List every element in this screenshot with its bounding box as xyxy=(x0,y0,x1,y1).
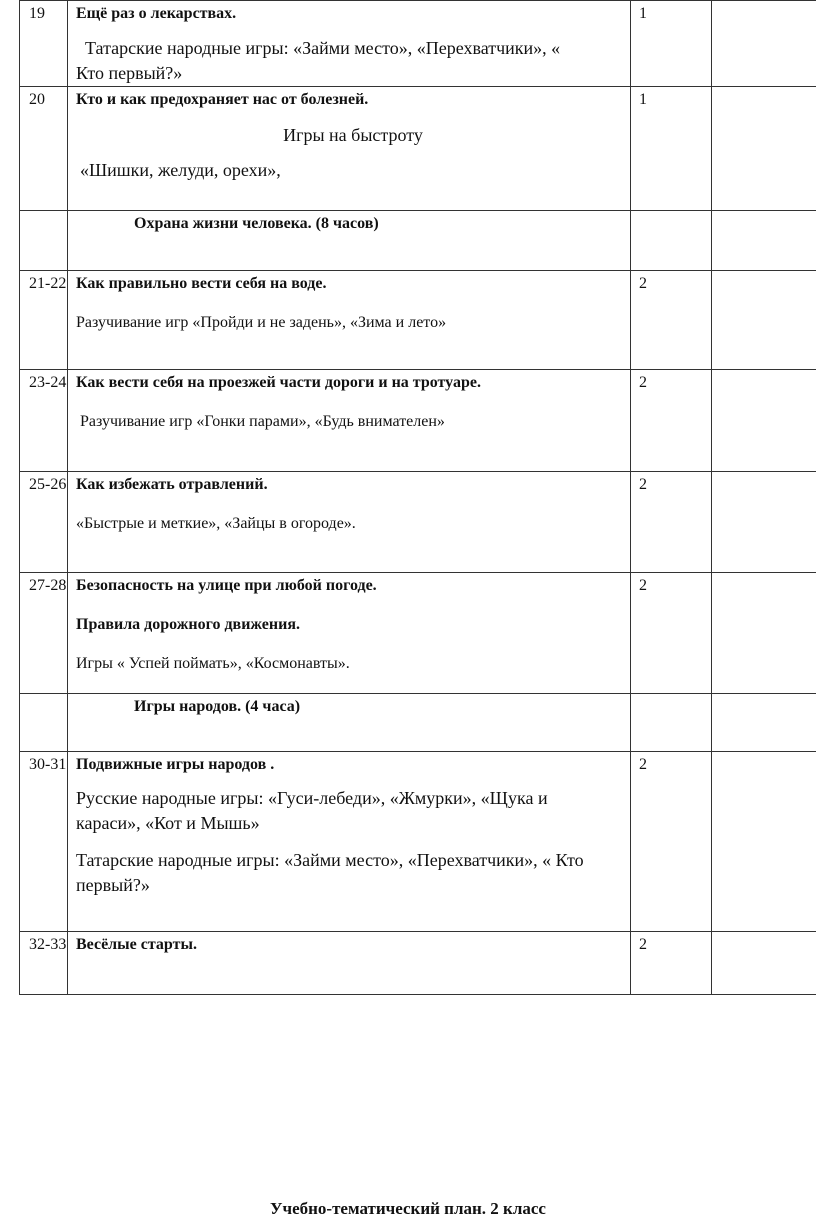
lesson-title: Безопасность на улице при любой погоде. xyxy=(76,577,377,594)
lesson-topic-cell xyxy=(68,271,631,370)
table-row xyxy=(20,87,816,211)
empty-cell xyxy=(631,211,712,271)
lesson-number: 27-28 xyxy=(20,573,68,694)
table-row xyxy=(20,472,816,573)
lesson-topic-cell xyxy=(68,752,631,932)
lesson-topic-cell xyxy=(68,932,631,995)
lesson-number: 23-24 xyxy=(20,370,68,472)
lesson-hours: 2 xyxy=(631,932,712,995)
section-title-cell xyxy=(68,211,631,271)
lesson-games: Игры на быстроту xyxy=(283,125,423,145)
lesson-games: Русские народные игры: «Гуси-лебеди», «Жмурки», «Щука и караси», «Кот и Мышь» xyxy=(76,788,548,833)
lesson-subtitle: Правила дорожного движения. xyxy=(76,616,300,633)
lesson-hours: 2 xyxy=(631,472,712,573)
notes-cell xyxy=(712,271,816,370)
notes-cell xyxy=(712,573,816,694)
lesson-topic-cell xyxy=(68,87,631,211)
lesson-title: Ещё раз о лекарствах. xyxy=(76,5,237,22)
section-title-cell xyxy=(68,694,631,752)
section-title: Игры народов. (4 часа) xyxy=(134,698,301,715)
lesson-title: Кто и как предохраняет нас от болезней. xyxy=(76,91,369,108)
lesson-games: «Шишки, желуди, орехи», xyxy=(80,160,281,180)
empty-cell xyxy=(631,694,712,752)
lesson-games: Кто первый?» xyxy=(76,63,183,83)
lesson-title: Как правильно вести себя на воде. xyxy=(76,275,327,292)
empty-cell xyxy=(20,211,68,271)
lesson-topic-cell xyxy=(68,1,631,87)
lesson-games: Игры « Успей поймать», «Космонавты». xyxy=(76,655,350,672)
lesson-games: Разучивание игр «Пройди и не задень», «Зима и лето» xyxy=(76,314,447,331)
table-row xyxy=(20,271,816,370)
notes-cell xyxy=(712,752,816,932)
notes-cell xyxy=(712,472,816,573)
lesson-title: Весёлые старты. xyxy=(76,936,197,953)
notes-cell xyxy=(712,1,816,87)
table-row xyxy=(20,752,816,932)
section-row xyxy=(20,211,816,271)
lesson-topic-cell xyxy=(68,472,631,573)
empty-cell xyxy=(20,694,68,752)
thematic-plan-table xyxy=(19,0,816,995)
lesson-topic-cell xyxy=(68,573,631,694)
lesson-number: 32-33 xyxy=(20,932,68,995)
notes-cell xyxy=(712,932,816,995)
lesson-number: 19 xyxy=(20,1,68,87)
notes-cell xyxy=(712,87,816,211)
lesson-topic-cell xyxy=(68,370,631,472)
section-title: Охрана жизни человека. (8 часов) xyxy=(134,215,379,232)
lesson-games: Татарские народные игры: «Займи место», «Перехватчики», « xyxy=(85,38,561,58)
lesson-hours: 2 xyxy=(631,573,712,694)
page-footer-title: Учебно-тематический план. 2 класс xyxy=(270,1199,546,1218)
lesson-title: Как избежать отравлений. xyxy=(76,476,268,493)
lesson-games: Разучивание игр «Гонки парами», «Будь внимателен» xyxy=(80,413,445,430)
lesson-games: «Быстрые и меткие», «Зайцы в огороде». xyxy=(76,515,356,532)
table-row xyxy=(20,932,816,995)
lesson-hours: 1 xyxy=(631,1,712,87)
lesson-hours: 2 xyxy=(631,271,712,370)
empty-cell xyxy=(712,694,816,752)
table-row xyxy=(20,370,816,472)
lesson-hours: 2 xyxy=(631,752,712,932)
lesson-number: 21-22 xyxy=(20,271,68,370)
lesson-title: Подвижные игры народов . xyxy=(76,756,275,773)
table-row xyxy=(20,1,816,87)
notes-cell xyxy=(712,370,816,472)
lesson-games: Татарские народные игры: «Займи место», «Перехватчики», « Кто первый?» xyxy=(76,850,584,895)
lesson-title: Как вести себя на проезжей части дороги и на тротуаре. xyxy=(76,374,481,391)
lesson-number: 20 xyxy=(20,87,68,211)
lesson-number: 30-31 xyxy=(20,752,68,932)
lesson-hours: 2 xyxy=(631,370,712,472)
section-row xyxy=(20,694,816,752)
lesson-number: 25-26 xyxy=(20,472,68,573)
table-row xyxy=(20,573,816,694)
empty-cell xyxy=(712,211,816,271)
lesson-hours: 1 xyxy=(631,87,712,211)
